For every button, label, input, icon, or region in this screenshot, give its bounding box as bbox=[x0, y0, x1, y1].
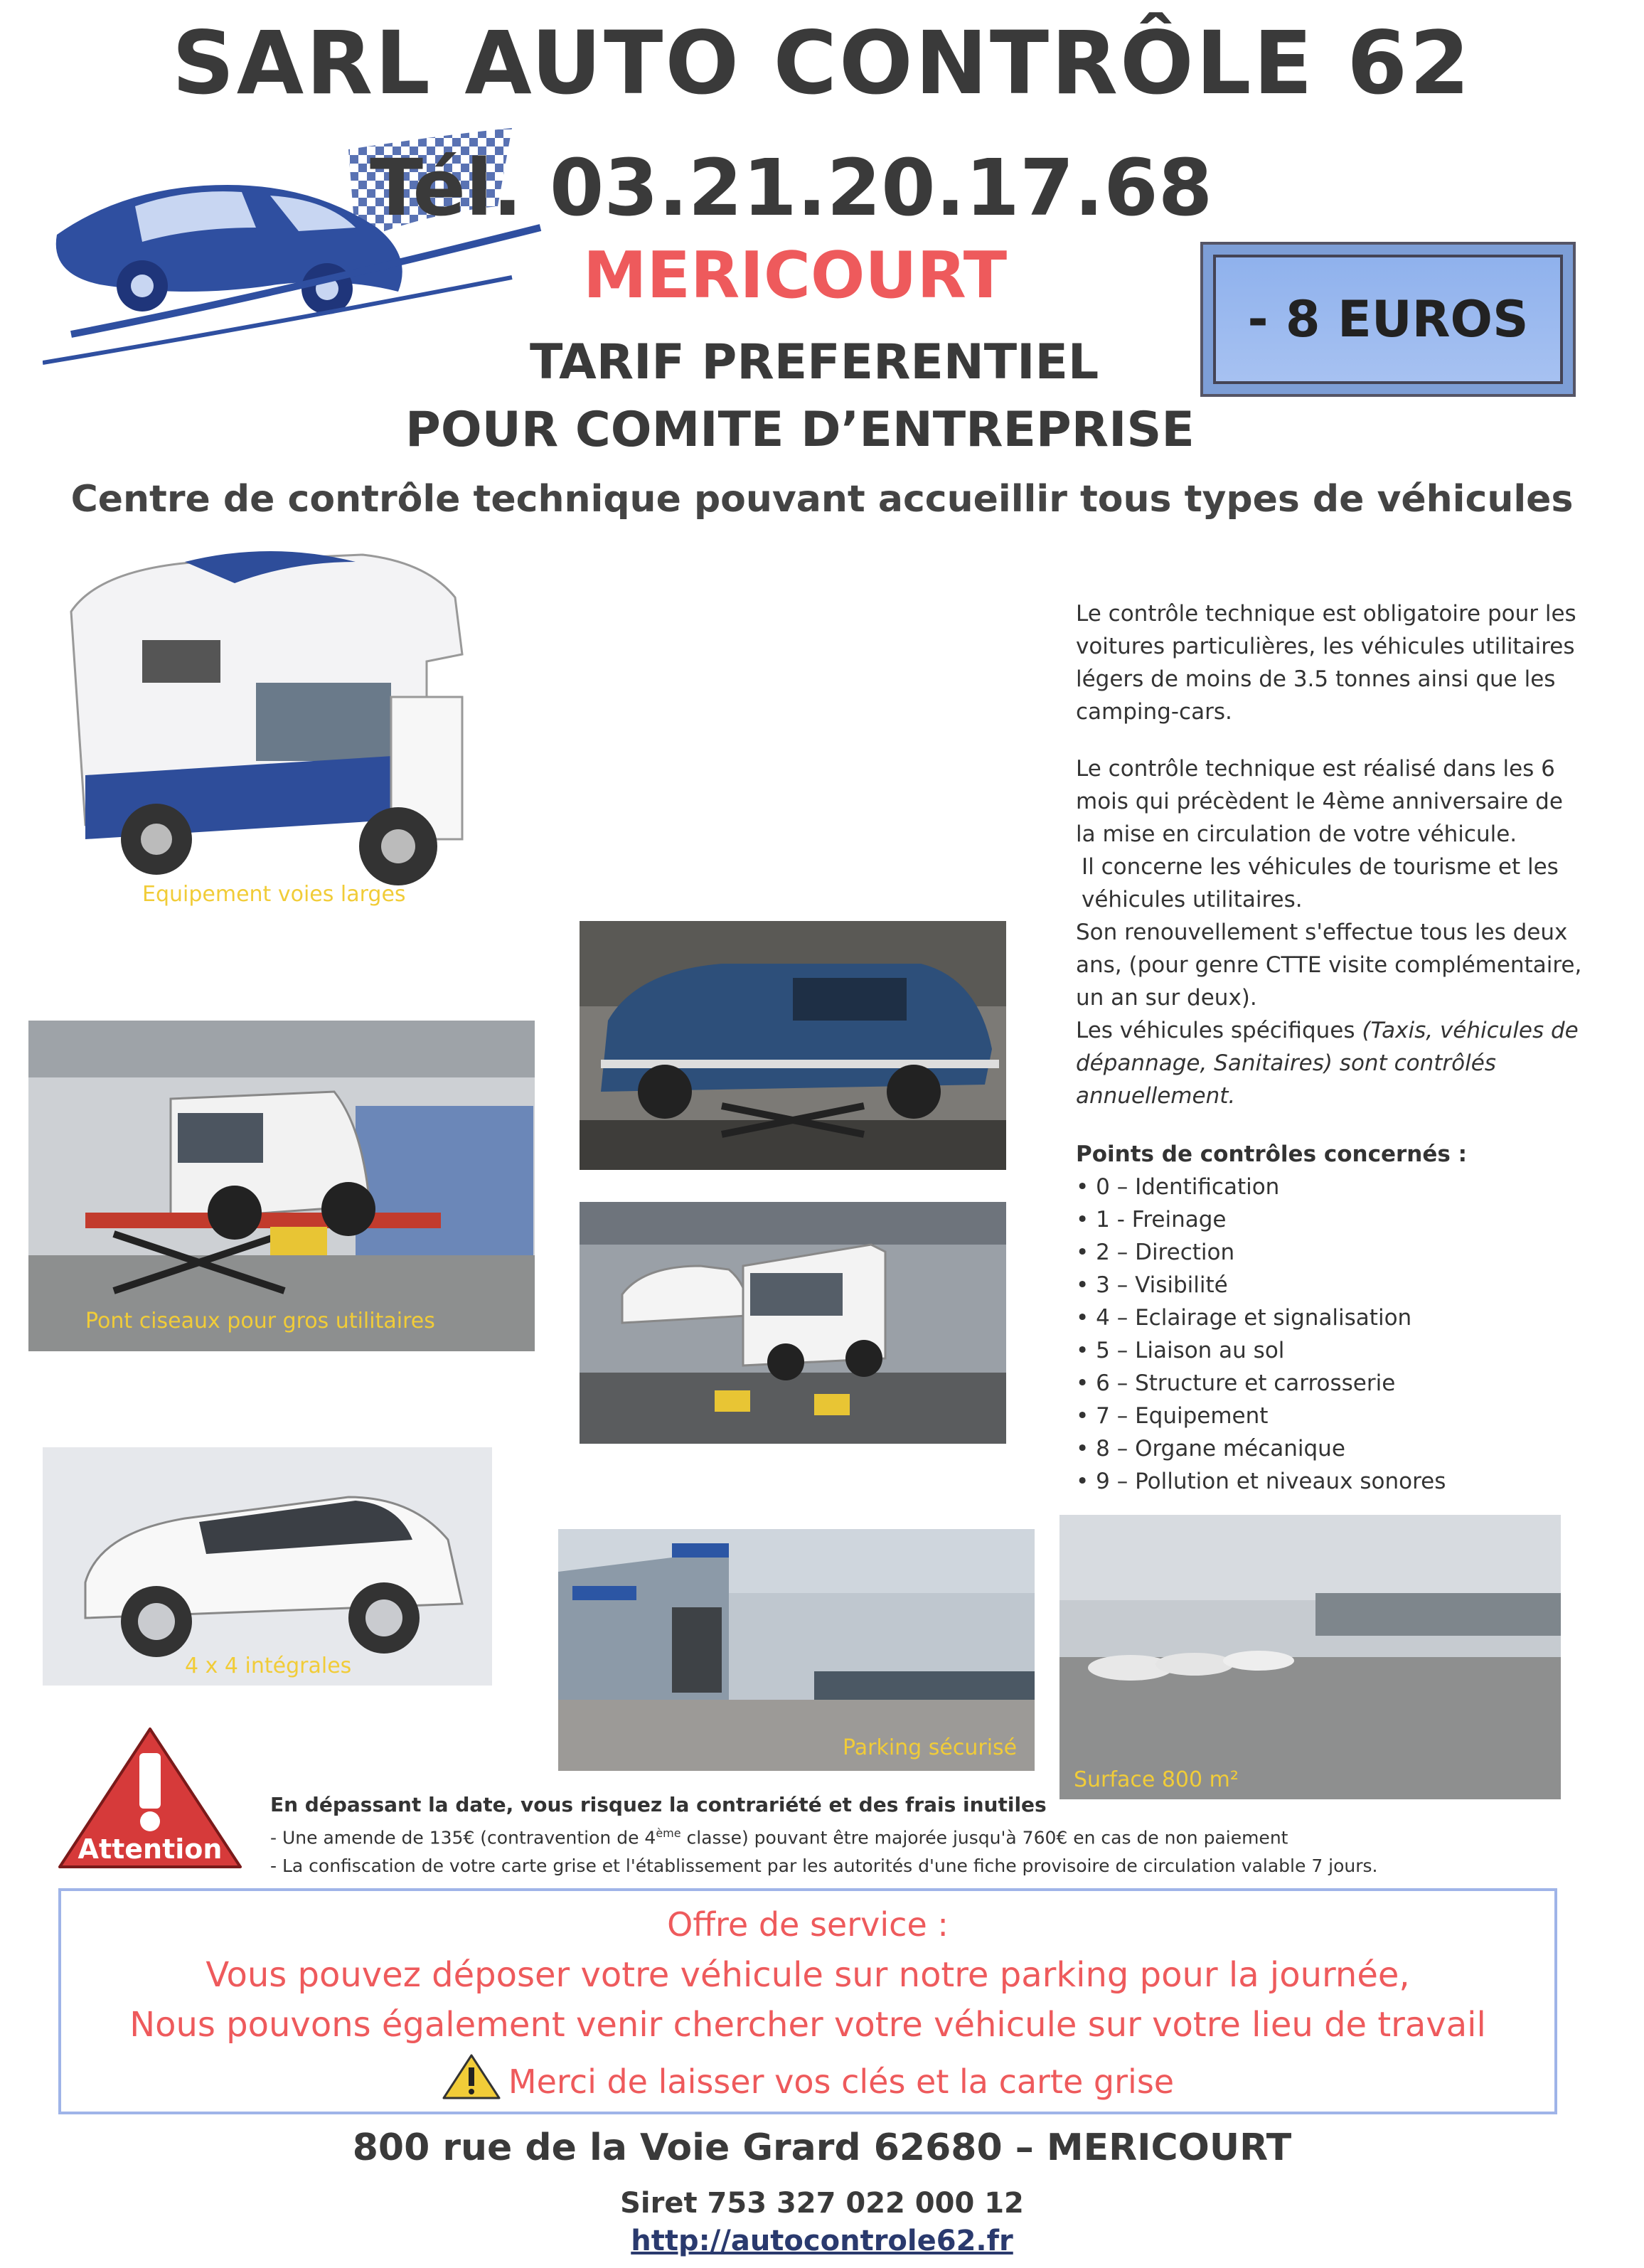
info-specific-lead: Les véhicules spécifiques bbox=[1076, 1018, 1362, 1043]
offer-line-3: Merci de laisser vos clés et la carte grise bbox=[508, 2062, 1175, 2101]
info-line-anniversary: Le contrôle technique est réalisé dans les 6 mois qui précèdent le 4ème anniversaire de la mise en circulation de votre véhicule. bbox=[1076, 756, 1563, 847]
tarif-heading-line2: POUR COMITE D’ENTREPRISE bbox=[405, 402, 1195, 458]
city-name: MERICOURT bbox=[583, 238, 1008, 313]
warning-fine-a: - Une amende de 135€ (contravention de 4 bbox=[270, 1827, 656, 1848]
warning-fine bbox=[270, 1819, 1378, 1852]
warning-fine-b: classe) pouvant être majorée jusqu'à 760€ en cas de non paiement bbox=[680, 1827, 1288, 1848]
control-points-heading: Points de contrôles concernés : bbox=[1076, 1141, 1467, 1167]
attention-warning-icon bbox=[55, 1725, 245, 1874]
phone-number: Tél. 03.21.20.17.68 bbox=[370, 142, 1213, 233]
caption-suv: 4 x 4 intégrales bbox=[185, 1654, 352, 1678]
info-line-renewal: Son renouvellement s'effectue tous les deux ans, (pour genre CTTE visite complémentaire, un an sur deux). bbox=[1076, 920, 1582, 1011]
offer-line-3-wrap bbox=[61, 2053, 1554, 2101]
caption-parking: Surface 800 m² bbox=[1074, 1767, 1239, 1792]
warning-fine-sup: ème bbox=[656, 1826, 681, 1840]
attention-label: Attention bbox=[78, 1833, 223, 1865]
control-point-item: • 7 – Equipement bbox=[1076, 1403, 1269, 1429]
photo-camper bbox=[57, 541, 484, 939]
photo-suv bbox=[43, 1447, 492, 1686]
page-subtitle: Centre de contrôle technique pouvant accueillir tous types de véhicules bbox=[70, 478, 1574, 521]
control-point-item: • 5 – Liaison au sol bbox=[1076, 1338, 1285, 1363]
info-line-scope: Il concerne les véhicules de tourisme et les véhicules utilitaires. bbox=[1082, 854, 1559, 912]
footer-siret: Siret 753 327 022 000 12 bbox=[620, 2187, 1024, 2220]
photo-scissor-lift bbox=[28, 1021, 535, 1351]
control-point-item: • 8 – Organe mécanique bbox=[1076, 1436, 1345, 1462]
caution-icon bbox=[442, 2053, 501, 2100]
caption-garage: Parking sécurisé bbox=[843, 1735, 1018, 1760]
offer-title: Offre de service : bbox=[667, 1905, 949, 1944]
info-specific-detail: (Taxis, véhicules de dépannage, Sanitaires) sont contrôlés annuellement. bbox=[1076, 1018, 1579, 1109]
offer-line-2: Nous pouvons également venir chercher votre véhicule sur votre lieu de travail bbox=[129, 2005, 1486, 2045]
warning-confiscation: - La confiscation de votre carte grise et l'établissement par les autorités d'une fiche provisoire de circulation valable 7 jours. bbox=[270, 1856, 1378, 1877]
control-point-item: • 2 – Direction bbox=[1076, 1240, 1235, 1265]
discount-badge bbox=[1200, 242, 1576, 397]
control-point-item: • 6 – Structure et carrosserie bbox=[1076, 1370, 1396, 1396]
control-point-item: • 3 – Visibilité bbox=[1076, 1272, 1228, 1298]
discount-label: - 8 EUROS bbox=[1247, 290, 1529, 348]
warning-heading: En dépassant la date, vous risquez la contrariété et des frais inutiles bbox=[270, 1793, 1047, 1816]
photo-parking bbox=[1059, 1515, 1561, 1799]
tarif-heading-line1: TARIF PREFERENTIEL bbox=[530, 334, 1099, 390]
warning-text bbox=[270, 1791, 1378, 1880]
caption-camper: Equipement voies larges bbox=[142, 882, 406, 907]
control-point-item: • 1 - Freinage bbox=[1076, 1207, 1227, 1233]
photo-van-lift bbox=[580, 921, 1006, 1170]
control-point-item: • 0 – Identification bbox=[1076, 1174, 1280, 1200]
caption-scissor-lift: Pont ciseaux pour gros utilitaires bbox=[85, 1309, 435, 1333]
photo-workshop bbox=[580, 1202, 1006, 1444]
service-offer-box bbox=[58, 1888, 1557, 2114]
info-line-specific bbox=[1076, 1014, 1588, 1112]
company-title: SARL AUTO CONTRÔLE 62 bbox=[171, 13, 1473, 114]
info-paragraph-2 bbox=[1076, 752, 1588, 1112]
footer-address: 800 rue de la Voie Grard 62680 – MERICOURT bbox=[352, 2126, 1292, 2169]
control-points bbox=[1076, 1138, 1588, 1498]
photo-garage bbox=[558, 1529, 1035, 1771]
control-point-item: • 4 – Eclairage et signalisation bbox=[1076, 1305, 1412, 1331]
offer-line-1: Vous pouvez déposer votre véhicule sur notre parking pour la journée, bbox=[206, 1955, 1410, 1995]
control-points-list bbox=[1076, 1171, 1588, 1498]
control-point-item: • 9 – Pollution et niveaux sonores bbox=[1076, 1469, 1446, 1494]
info-paragraph-1: Le contrôle technique est obligatoire pour les voitures particulières, les véhicules utilitaires légers de moins de 3.5 tonnes ainsi que les camping-cars. bbox=[1076, 601, 1576, 725]
website-link[interactable]: http://autocontrole62.fr bbox=[631, 2225, 1013, 2257]
